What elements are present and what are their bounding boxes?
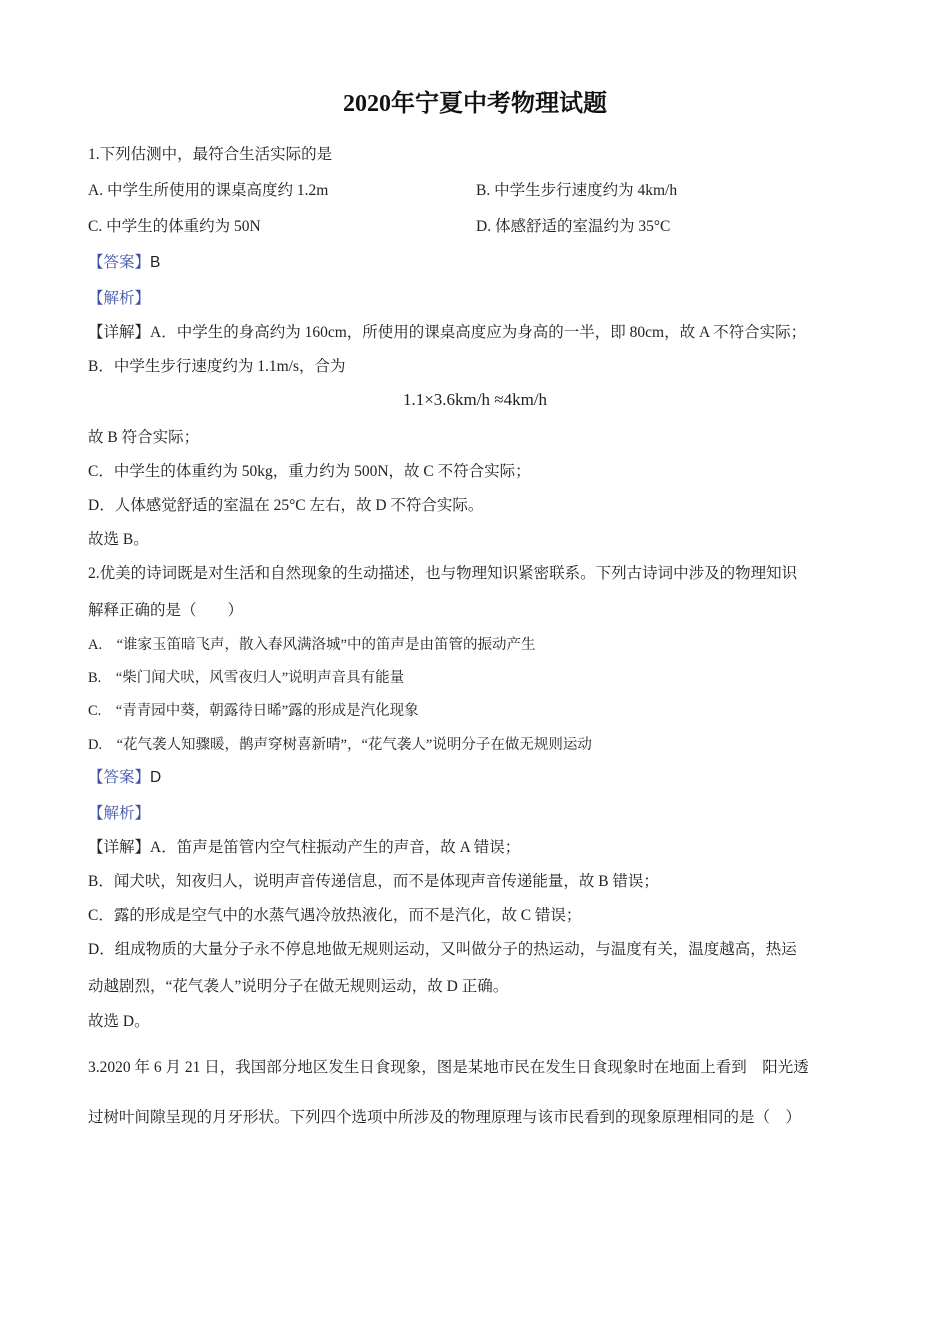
q1-answer-value: B: [150, 254, 161, 271]
q2-detail-line: C．露的形成是空气中的水蒸气遇冷放热液化，而不是汽化，故 C 错误；: [88, 907, 582, 924]
q1-detail-line: [88, 323, 806, 343]
q2-stem-line: 解释正确的是（ ）: [88, 602, 244, 619]
q1-detail-text: A．中学生的身高约为 160cm，所使用的课桌高度应为身高的一半，即 80cm，故 A 不符合实际；: [150, 324, 807, 341]
q1-detail-line: D．人体感觉舒适的室温在 25°C 左右，故 D 不符合实际。: [88, 497, 484, 514]
q1-analysis-tag: 【解析】: [88, 290, 151, 307]
q3-stem-line: 3.2020 年 6 月 21 日，我国部分地区发生日食现象，图是某地市民在发生日食现象时在地面上看到 阳光透: [88, 1059, 809, 1076]
q1-stem: 1.下列估测中，最符合生活实际的是: [88, 146, 333, 163]
q2-option-c: C. “青青园中葵，朝露待日晞”露的形成是汽化现象: [88, 703, 419, 719]
q2-detail-text: A．笛声是笛管内空气柱振动产生的声音，故 A 错误；: [150, 839, 521, 856]
q1-detail-line: B．中学生步行速度约为 1.1m/s，合为: [88, 358, 346, 375]
q1-conclusion: 故选 B。: [88, 531, 149, 548]
q1-option-a: A. 中学生所使用的课桌高度约 1.2m: [88, 182, 329, 199]
q3-stem-line: 过树叶间隙呈现的月牙形状。下列四个选项中所涉及的物理原理与该市民看到的现象原理相同的是（ ）: [88, 1109, 802, 1126]
q2-detail-line: B．闻犬吠，知夜归人，说明声音传递信息，而不是体现声音传递能量，故 B 错误；: [88, 873, 659, 890]
q2-answer-tag: 【答案】: [88, 769, 151, 786]
q1-option-d: D. 体感舒适的室温约为 35°C: [476, 218, 671, 235]
q2-option-a: A. “谁家玉笛暗飞声，散入春风满洛城”中的笛声是由笛管的振动产生: [88, 637, 536, 653]
q2-detail-line: D．组成物质的大量分子永不停息地做无规则运动，又叫做分子的热运动，与温度有关，温度越高，热运: [88, 941, 797, 958]
q1-option-b: B. 中学生步行速度约为 4km/h: [476, 182, 678, 199]
page-title: 2020年宁夏中考物理试题: [343, 91, 607, 117]
q1-detail-tag: 【详解】: [88, 324, 151, 341]
q2-option-b: B. “柴门闻犬吠，风雪夜归人”说明声音具有能量: [88, 670, 405, 686]
q1-answer-tag: 【答案】: [88, 254, 151, 271]
q1-detail-line: C．中学生的体重约为 50kg，重力约为 500N，故 C 不符合实际；: [88, 463, 531, 480]
q2-detail-line: 动越剧烈，“花气袭人”说明分子在做无规则运动，故 D 正确。: [88, 978, 509, 995]
q2-detail-line: [88, 838, 520, 858]
q2-answer: [88, 768, 161, 788]
q2-analysis-tag: 【解析】: [88, 805, 151, 822]
q1-detail-line: 故 B 符合实际；: [88, 429, 200, 446]
q1-detail-formula: 1.1×3.6km/h ≈4km/h: [402, 390, 548, 409]
q2-answer-value: D: [150, 769, 162, 786]
q1-answer: [88, 253, 160, 273]
q1-option-c: C. 中学生的体重约为 50N: [88, 218, 261, 235]
q2-detail-tag: 【详解】: [88, 839, 151, 856]
q2-stem-line: 2.优美的诗词既是对生活和自然现象的生动描述，也与物理知识紧密联系。下列古诗词中涉及的物理知识: [88, 565, 798, 582]
q2-conclusion: 故选 D。: [88, 1013, 150, 1030]
q2-option-d: D. “花气袭人知骤暖，鹊声穿树喜新晴”，“花气袭人”说明分子在做无规则运动: [88, 737, 592, 753]
